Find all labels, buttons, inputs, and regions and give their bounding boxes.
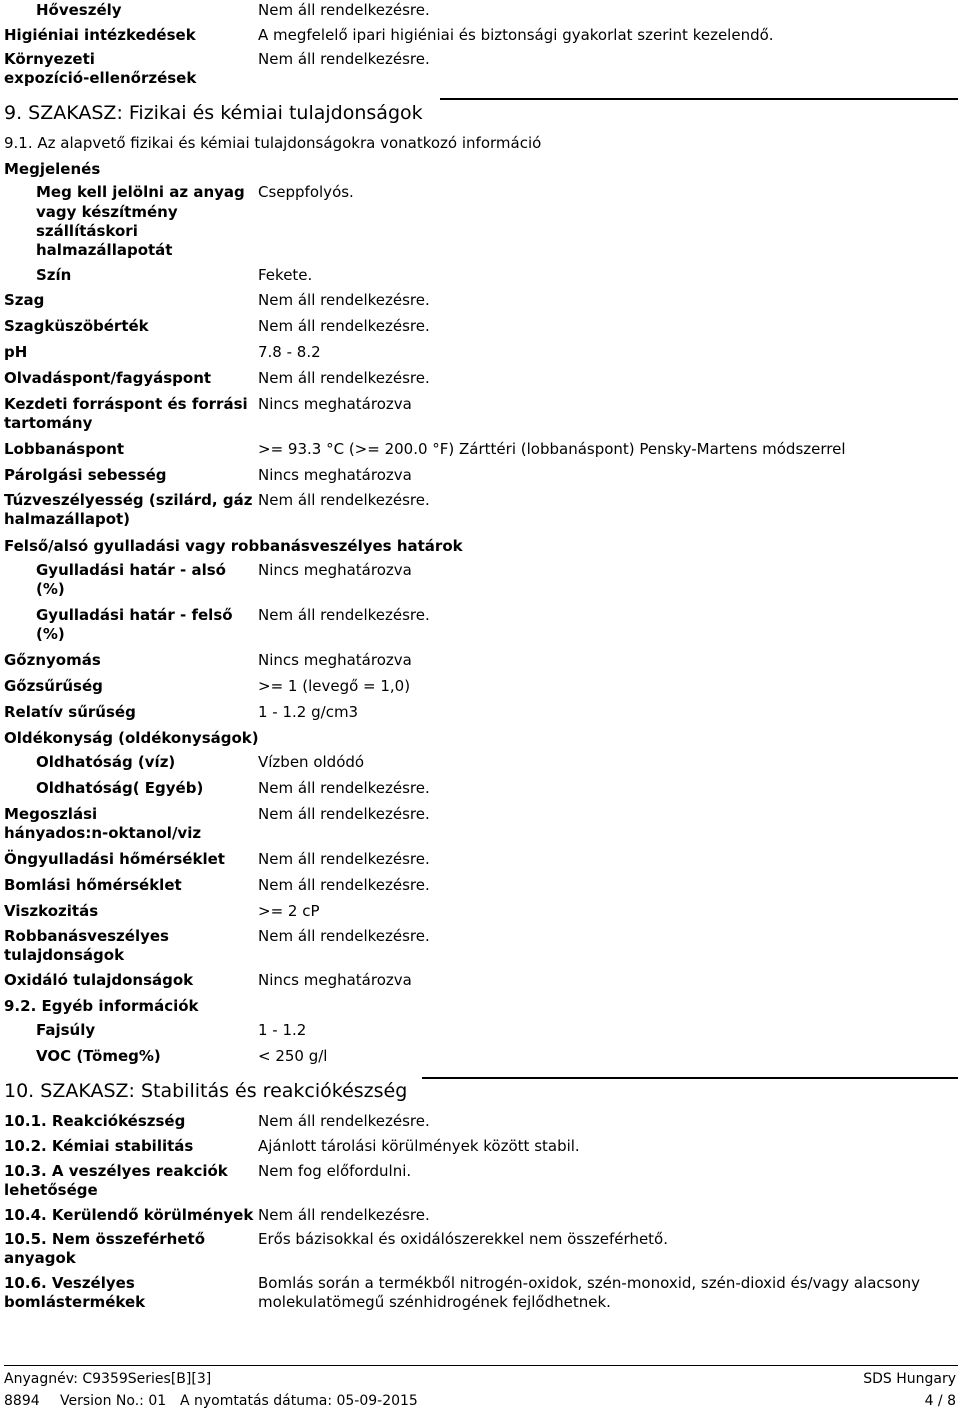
robbanasveszelyes-label-2: tulajdonságok — [4, 946, 125, 964]
szin-value: Fekete. — [258, 266, 313, 284]
kemiai-stabilitas-label: 10.2. Kémiai stabilitás — [4, 1137, 194, 1155]
kerulendo-label: 10.4. Kerülendő körülmények — [4, 1206, 254, 1224]
ph-value: 7.8 - 8.2 — [258, 343, 321, 361]
halmaz-label-3: szállításkori — [36, 222, 138, 240]
szagkuszob-value: Nem áll rendelkezésre. — [258, 317, 430, 335]
gozsuruseg-value: >= 1 (levegő = 1,0) — [258, 677, 411, 695]
kerulendo-value: Nem áll rendelkezésre. — [258, 1206, 430, 1224]
forraspont-label-2: tartomány — [4, 414, 93, 432]
megoszlasi-label-2: hányados:n-oktanol/viz — [4, 824, 202, 842]
fajsuly-label: Fajsúly — [36, 1021, 96, 1039]
higieniai-label: Higiéniai intézkedések — [4, 26, 196, 44]
oldekonysag-label: Oldékonyság (oldékonyságok) — [4, 729, 259, 747]
tuzveszely-label-1: Túzveszélyesség (szilárd, gáz — [4, 491, 253, 509]
footer-page: 4 / 8 — [924, 1393, 956, 1409]
voc-label: VOC (Tömeg%) — [36, 1047, 161, 1065]
oldhatosag-viz-label: Oldhatóság (víz) — [36, 753, 176, 771]
footer-version: Version No.: 01 — [60, 1393, 167, 1409]
gyulladasi-also-label-1: Gyulladási határ - alsó — [36, 561, 226, 579]
gyulladasi-felso-label-2: (%) — [36, 625, 65, 643]
footer-sds: SDS Hungary — [863, 1371, 956, 1387]
veszelyes-reakciok-label-1: 10.3. A veszélyes reakciók — [4, 1162, 228, 1180]
olvadaspont-label: Olvadáspont/fagyáspont — [4, 369, 212, 387]
footer-rule — [4, 1365, 958, 1366]
oxidalo-label: Oxidáló tulajdonságok — [4, 971, 194, 989]
halmaz-label-2: vagy készítmény — [36, 203, 178, 221]
robbanasi-hatarok-label: Felső/alsó gyulladási vagy robbanásveszélyes határok — [4, 537, 463, 555]
nem-osszeferheto-label-1: 10.5. Nem összeférhető — [4, 1230, 205, 1248]
fajsuly-value: 1 - 1.2 — [258, 1021, 307, 1039]
halmaz-label-1: Meg kell jelölni az anyag — [36, 183, 245, 201]
gyulladasi-felso-value: Nem áll rendelkezésre. — [258, 606, 430, 624]
halmaz-label-4: halmazállapotát — [36, 241, 173, 259]
section9-sub1: 9.1. Az alapvető fizikai és kémiai tulajdonságokra vonatkozó információ — [4, 134, 542, 152]
gyulladasi-felso-label-1: Gyulladási határ - felső — [36, 606, 233, 624]
megoszlasi-label-1: Megoszlási — [4, 805, 98, 823]
parolgasi-label: Párolgási sebesség — [4, 466, 167, 484]
gyulladasi-also-label-2: (%) — [36, 580, 65, 598]
ongyulladasi-label: Öngyulladási hőmérséklet — [4, 850, 225, 868]
viszkozitas-value: >= 2 cP — [258, 902, 320, 920]
robbanasveszelyes-label-1: Robbanásveszélyes — [4, 927, 169, 945]
nem-osszeferheto-label-2: anyagok — [4, 1249, 76, 1267]
oldhatosag-egyeb-label: Oldhatóság( Egyéb) — [36, 779, 204, 797]
reakciokeszseg-value: Nem áll rendelkezésre. — [258, 1112, 430, 1130]
veszelyes-reakciok-label-2: lehetősége — [4, 1181, 98, 1199]
kornyezeti-value: Nem áll rendelkezésre. — [258, 50, 430, 68]
reakciokeszseg-label: 10.1. Reakciókészség — [4, 1112, 186, 1130]
megoszlasi-value: Nem áll rendelkezésre. — [258, 805, 430, 823]
ph-label: pH — [4, 343, 28, 361]
footer-anyagnev: Anyagnév: C9359Series[B][3] — [4, 1371, 212, 1387]
szin-label: Szín — [36, 266, 72, 284]
goznyomas-value: Nincs meghatározva — [258, 651, 412, 669]
bomlasi-homerseklet-label: Bomlási hőmérséklet — [4, 876, 182, 894]
tuzveszely-label-2: halmazállapot) — [4, 510, 131, 528]
hoveszely-label: Hőveszély — [36, 1, 122, 19]
bomlastermekek-value-2: molekulatömegű szénhidrogének fejlődhetnek. — [258, 1293, 611, 1311]
forraspont-value: Nincs meghatározva — [258, 395, 412, 413]
oldhatosag-viz-value: Vízben oldódó — [258, 753, 365, 771]
lobbanaspont-label: Lobbanáspont — [4, 440, 125, 458]
kornyezeti-label-2: expozíció-ellenőrzések — [4, 69, 197, 87]
halmaz-value: Cseppfolyós. — [258, 183, 354, 201]
oxidalo-value: Nincs meghatározva — [258, 971, 412, 989]
parolgasi-value: Nincs meghatározva — [258, 466, 412, 484]
bomlasi-homerseklet-value: Nem áll rendelkezésre. — [258, 876, 430, 894]
olvadaspont-value: Nem áll rendelkezésre. — [258, 369, 430, 387]
higieniai-value: A megfelelő ipari higiéniai és biztonsági gyakorlat szerint kezelendő. — [258, 26, 774, 44]
bomlastermekek-label-2: bomlástermékek — [4, 1293, 146, 1311]
section9-sub2: 9.2. Egyéb információk — [4, 997, 199, 1015]
nem-osszeferheto-value: Erős bázisokkal és oxidálószerekkel nem összeférhető. — [258, 1230, 669, 1248]
ongyulladasi-value: Nem áll rendelkezésre. — [258, 850, 430, 868]
robbanasveszelyes-value: Nem áll rendelkezésre. — [258, 927, 430, 945]
relativ-suruseg-value: 1 - 1.2 g/cm3 — [258, 703, 359, 721]
section10-rule — [422, 1077, 958, 1079]
kemiai-stabilitas-value: Ajánlott tárolási körülmények között stabil. — [258, 1137, 580, 1155]
kornyezeti-label-1: Környezeti — [4, 50, 95, 68]
goznyomas-label: Gőznyomás — [4, 651, 101, 669]
bomlastermekek-label-1: 10.6. Veszélyes — [4, 1274, 135, 1292]
hoveszely-value: Nem áll rendelkezésre. — [258, 1, 430, 19]
gozsuruseg-label: Gőzsűrűség — [4, 677, 103, 695]
forraspont-label-1: Kezdeti forráspont és forrási — [4, 395, 248, 413]
szag-label: Szag — [4, 291, 45, 309]
bomlastermekek-value-1: Bomlás során a termékből nitrogén-oxidok, szén-monoxid, szén-dioxid és/vagy alacsony — [258, 1274, 921, 1292]
tuzveszely-value: Nem áll rendelkezésre. — [258, 491, 430, 509]
oldhatosag-egyeb-value: Nem áll rendelkezésre. — [258, 779, 430, 797]
gyulladasi-also-value: Nincs meghatározva — [258, 561, 412, 579]
section10-heading: 10. SZAKASZ: Stabilitás és reakciókészség — [4, 1080, 408, 1102]
relativ-suruseg-label: Relatív sűrűség — [4, 703, 136, 721]
section9-heading: 9. SZAKASZ: Fizikai és kémiai tulajdonságok — [4, 102, 423, 124]
szag-value: Nem áll rendelkezésre. — [258, 291, 430, 309]
section9-rule — [440, 98, 958, 100]
footer-date: A nyomtatás dátuma: 05-09-2015 — [180, 1393, 418, 1409]
viszkozitas-label: Viszkozitás — [4, 902, 99, 920]
footer-code: 8894 — [4, 1393, 40, 1409]
lobbanaspont-value: >= 93.3 °C (>= 200.0 °F) Zárttéri (lobbanáspont) Pensky-Martens módszerrel — [258, 440, 846, 458]
veszelyes-reakciok-value: Nem fog előfordulni. — [258, 1162, 412, 1180]
voc-value: < 250 g/l — [258, 1047, 328, 1065]
megjelenes-label: Megjelenés — [4, 160, 101, 178]
szagkuszob-label: Szagküszöbérték — [4, 317, 149, 335]
